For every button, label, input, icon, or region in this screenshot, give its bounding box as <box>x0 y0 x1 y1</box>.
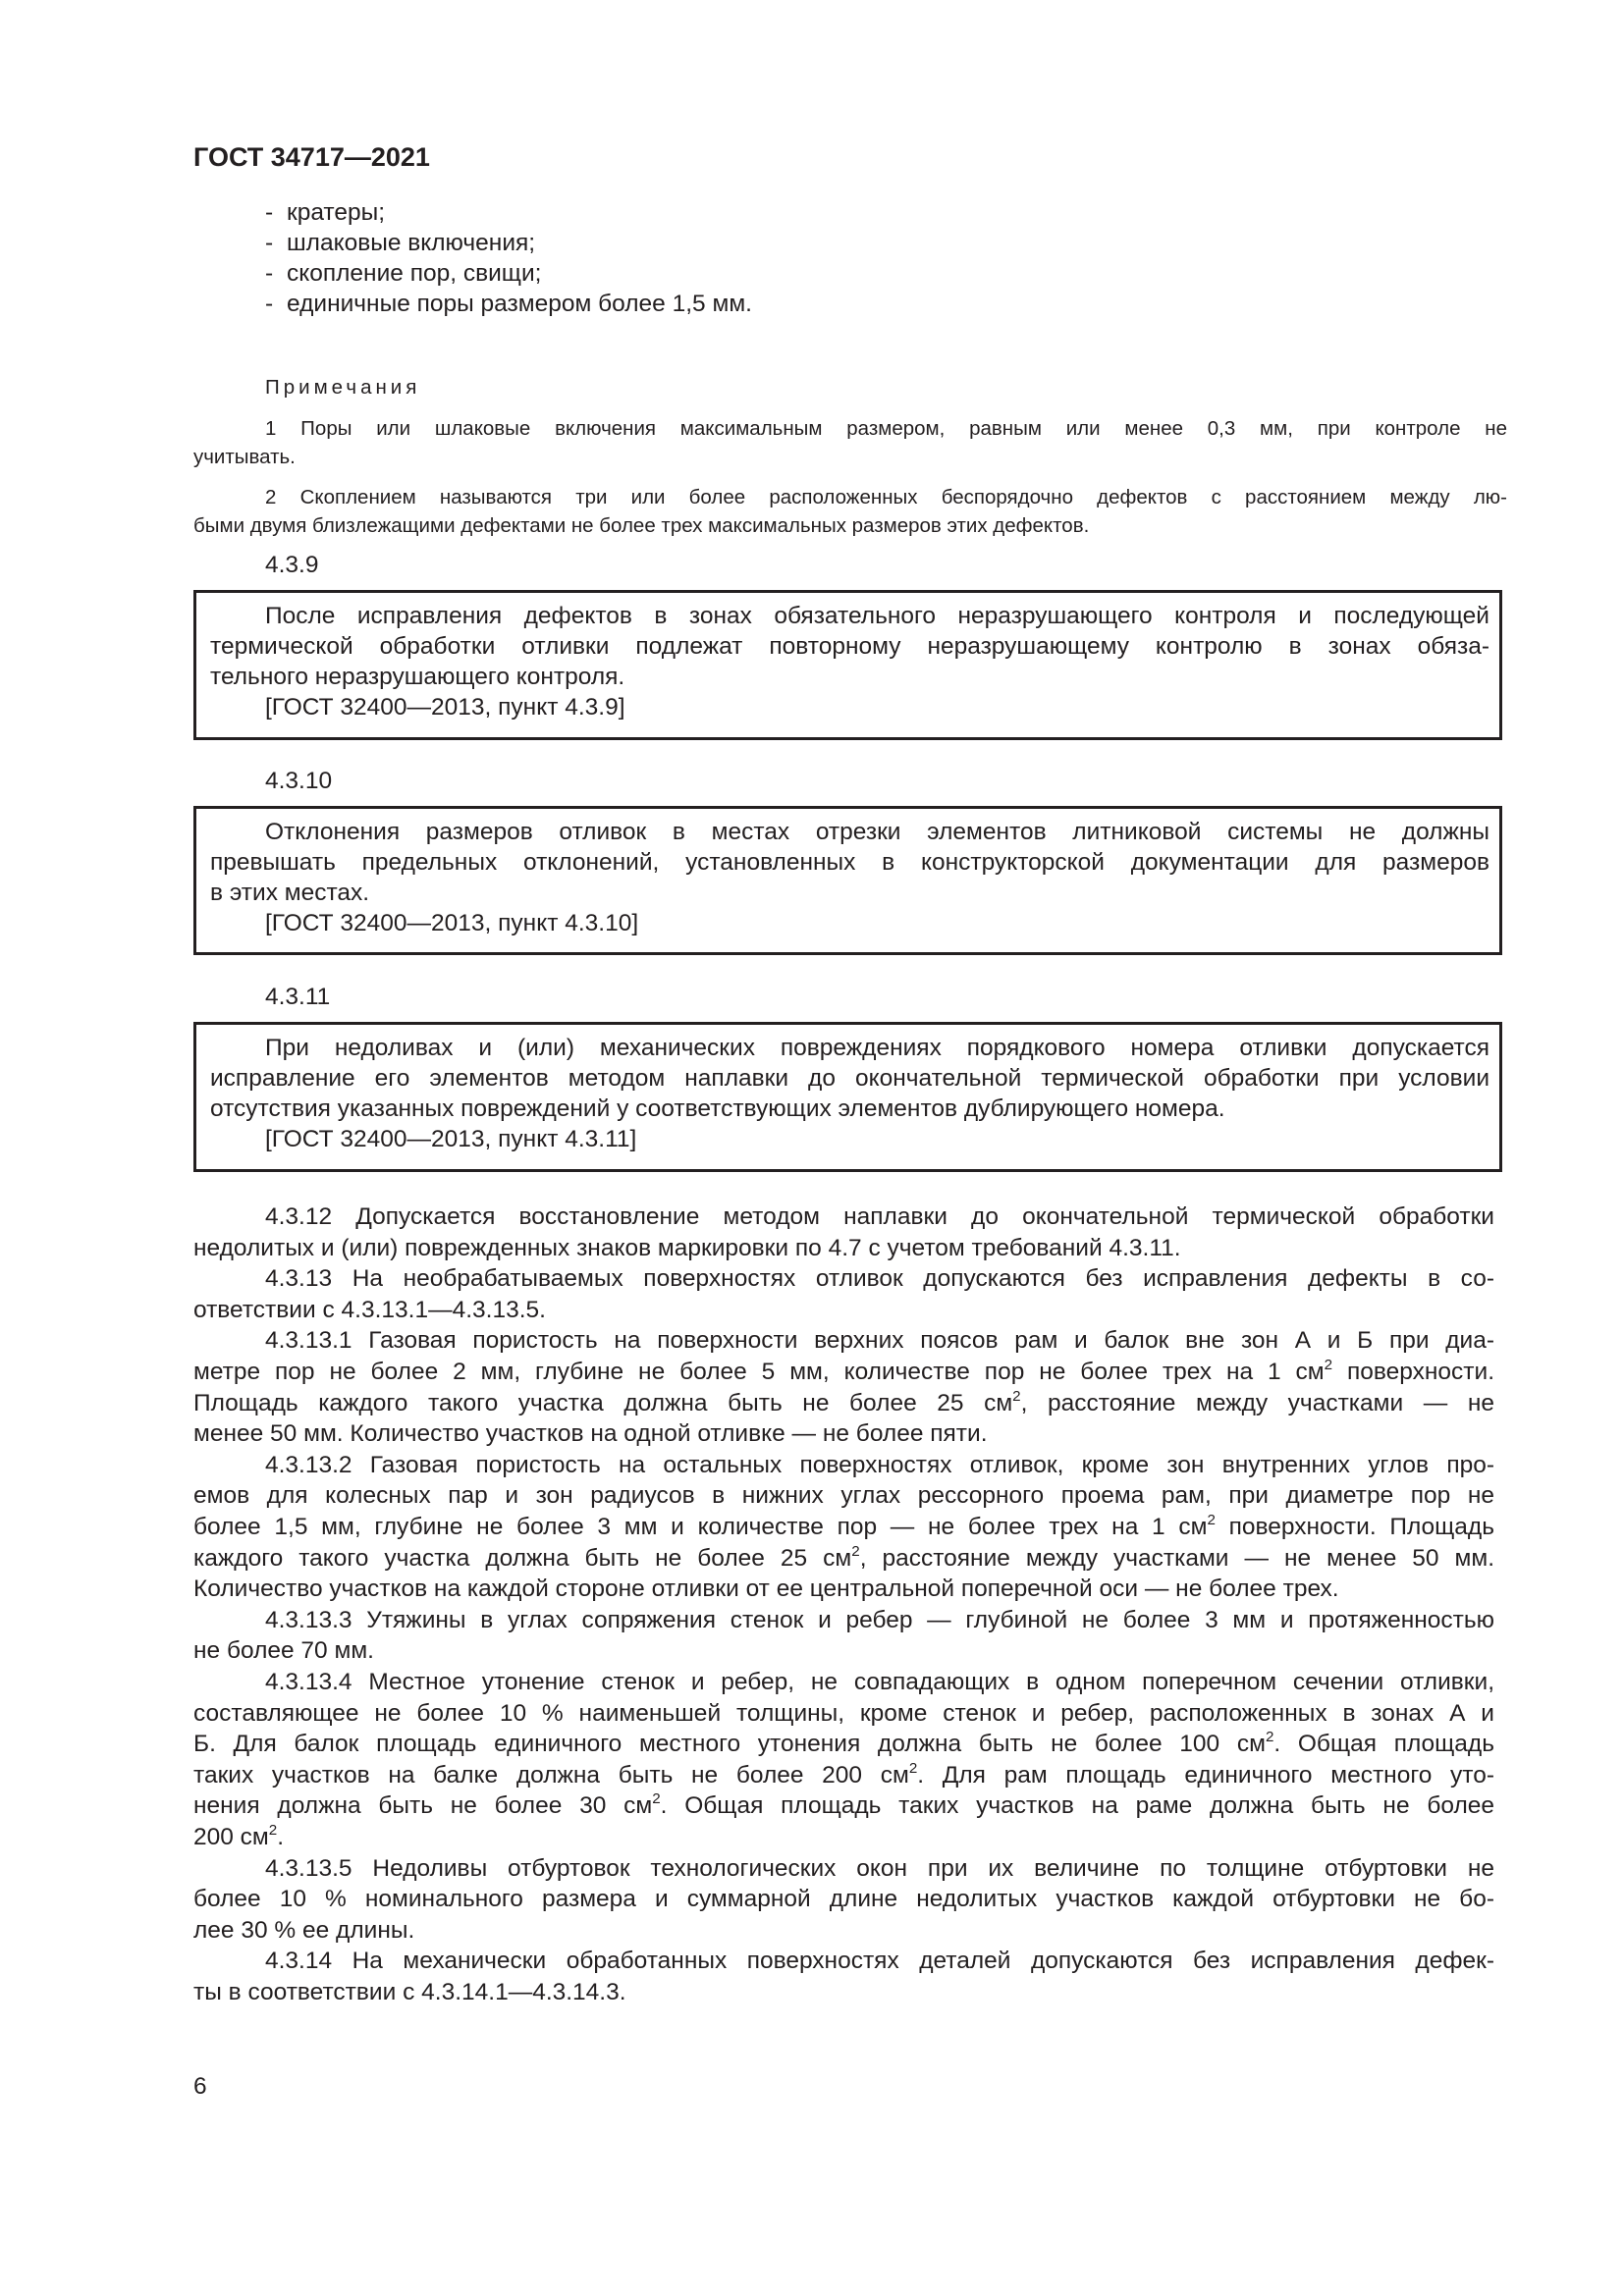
paragraph-line: лее 30 % ее длины. <box>193 1916 415 1944</box>
box-line: Отклонения размеров отливок в местах отрезки элементов литниковой системы не должны <box>265 819 1489 845</box>
paragraph-line: каждого такого участка должна быть не более 25 $см^2$, расстояние между участками — не менее 50 мм. <box>193 1542 1495 1572</box>
list-item <box>265 291 752 318</box>
paragraph-first-line: 4.3.12 Допускается восстановление методом наплавки до окончательной термической обработки <box>265 1203 1494 1230</box>
list-bullet: - <box>265 230 274 256</box>
paragraph-line: 200 $см^2$. <box>193 1822 285 1850</box>
superscript: 2 <box>268 1822 278 1840</box>
paragraph-first-line: 4.3.13.3 Утяжины в углах сопряжения стенок и ребер — глубиной не более 3 мм и протяженностью <box>265 1606 1494 1633</box>
superscript: 2 <box>652 1790 661 1808</box>
box-line: превышать предельных отклонений, установленных в конструкторской документации для размеров <box>210 849 1489 876</box>
box-line: После исправления дефектов в зонах обязательного неразрушающего контроля и последующей <box>265 603 1489 629</box>
quoted-requirement-box <box>193 590 1502 740</box>
note-line: 2 Скоплением называются три или более расположенных беспорядочно дефектов с расстоянием между лю- <box>265 486 1507 508</box>
paragraph-line: более 10 % номинального размера и суммарной длине недолитых участков каждой отбуртовки не бо- <box>193 1886 1494 1913</box>
page-number: 6 <box>193 2073 207 2100</box>
paragraph-line: ответствии с 4.3.13.1—4.3.13.5. <box>193 1296 546 1323</box>
superscript: 2 <box>1265 1729 1274 1746</box>
note-line: быми двумя близлежащими дефектами не более трех максимальных размеров этих дефектов. <box>193 514 1090 537</box>
paragraph-line: нения должна быть не более 30 $см^2$. Общая площадь таких участков на раме должна быть не более <box>193 1790 1494 1820</box>
clause-label: 4.3.11 <box>265 984 331 1010</box>
list-item <box>265 260 541 288</box>
list-item-text: скопление пор, свищи; <box>287 260 542 287</box>
paragraph-first-line: 4.3.13.5 Недоливы отбуртовок технологических окон при их величине по толщине отбуртовки не <box>265 1854 1494 1882</box>
paragraph-line: менее 50 мм. Количество участков на одной отливке — не более пяти. <box>193 1420 988 1448</box>
paragraph-line: более 1,5 мм, глубине не более 3 мм и количестве пор — не более трех на 1 $см^2$ поверхности. Площадь <box>193 1512 1494 1540</box>
box-line: отсутствия указанных повреждений у соответствующих элементов дублирующего номера. <box>210 1095 1225 1122</box>
box-line: При недоливах и (или) механических повреждениях порядкового номера отливки допускается <box>265 1035 1489 1061</box>
list-item-text: шлаковые включения; <box>287 230 536 256</box>
document-header-title: ГОСТ 34717—2021 <box>193 142 430 172</box>
paragraph-first-line: 4.3.13 На необрабатываемых поверхностях отливок допускаются без исправления дефекты в со- <box>265 1265 1494 1293</box>
list-bullet: - <box>265 291 274 317</box>
source-reference: [ГОСТ 32400—2013, пункт 4.3.10] <box>265 910 639 936</box>
paragraph-first-line: 4.3.13.1 Газовая пористость на поверхности верхних поясов рам и балок вне зон А и Б при диа- <box>265 1327 1494 1355</box>
superscript: 2 <box>851 1542 860 1560</box>
paragraph-line: Площадь каждого такого участка должна быть не более 25 $см^2$, расстояние между участками — не <box>193 1387 1494 1416</box>
list-item <box>265 230 535 257</box>
paragraph-line: метре пор не более 2 мм, глубине не более 5 мм, количестве пор не более трех на 1 $см^2$ поверхности. <box>193 1357 1494 1385</box>
note-line: учитывать. <box>193 446 296 468</box>
paragraph-first-line: 4.3.13.2 Газовая пористость на остальных поверхностях отливок, кроме зон внутренних углов про- <box>265 1451 1494 1478</box>
paragraph-line: Количество участков на каждой стороне отливки от ее центральной поперечной оси — не более трех. <box>193 1575 1339 1603</box>
paragraph-line: недолитых и (или) поврежденных знаков маркировки по 4.7 с учетом требований 4.3.11. <box>193 1234 1181 1261</box>
source-reference: [ГОСТ 32400—2013, пункт 4.3.11] <box>265 1126 637 1152</box>
list-item <box>265 199 385 227</box>
clause-label: 4.3.10 <box>265 768 333 794</box>
paragraph-line: не более 70 мм. <box>193 1637 374 1665</box>
box-line: тельного неразрушающего контроля. <box>210 664 625 690</box>
quoted-requirement-box <box>193 806 1502 955</box>
superscript: 2 <box>1012 1387 1021 1405</box>
paragraph-line: составляющее не более 10 % наименьшей толщины, кроме стенок и ребер, расположенных в зонах А и <box>193 1699 1494 1727</box>
list-bullet: - <box>265 260 274 287</box>
superscript: 2 <box>1324 1357 1333 1374</box>
paragraph-line: Б. Для балок площадь единичного местного утонения должна быть не более 100 $см^2$. Общая площадь <box>193 1729 1494 1758</box>
list-item-text: кратеры; <box>287 199 386 226</box>
paragraph-line: ты в соответствии с 4.3.14.1—4.3.14.3. <box>193 1979 626 2005</box>
paragraph-first-line: 4.3.14 На механически обработанных поверхностях деталей допускаются без исправления дефек- <box>265 1948 1494 1975</box>
paragraph-first-line: 4.3.13.4 Местное утонение стенок и ребер, не совпадающих в одном поперечном сечении отливки, <box>265 1669 1494 1695</box>
box-line: в этих местах. <box>210 880 370 906</box>
list-bullet: - <box>265 199 274 226</box>
superscript: 2 <box>1207 1512 1216 1529</box>
notes-title: Примечания <box>265 376 421 399</box>
note-line: 1 Поры или шлаковые включения максимальным размером, равным или менее 0,3 мм, при контроле не <box>265 417 1507 440</box>
box-line: исправление его элементов методом наплавки до окончательной термической обработки при условии <box>210 1065 1489 1092</box>
superscript: 2 <box>908 1759 918 1777</box>
box-line: термической обработки отливки подлежат повторному неразрушающему контролю в зонах обяза- <box>210 633 1489 660</box>
source-reference: [ГОСТ 32400—2013, пункт 4.3.9] <box>265 694 625 721</box>
clause-label: 4.3.9 <box>265 552 319 578</box>
paragraph-line: таких участков на балке должна быть не более 200 $см^2$. Для рам площадь единичного местного уто- <box>193 1759 1494 1789</box>
quoted-requirement-box <box>193 1022 1502 1172</box>
list-item-text: единичные поры размером более 1,5 мм. <box>287 291 752 317</box>
paragraph-line: емов для колесных пар и зон радиусов в нижних углах рессорного проема рам, при диаметре пор не <box>193 1482 1494 1510</box>
